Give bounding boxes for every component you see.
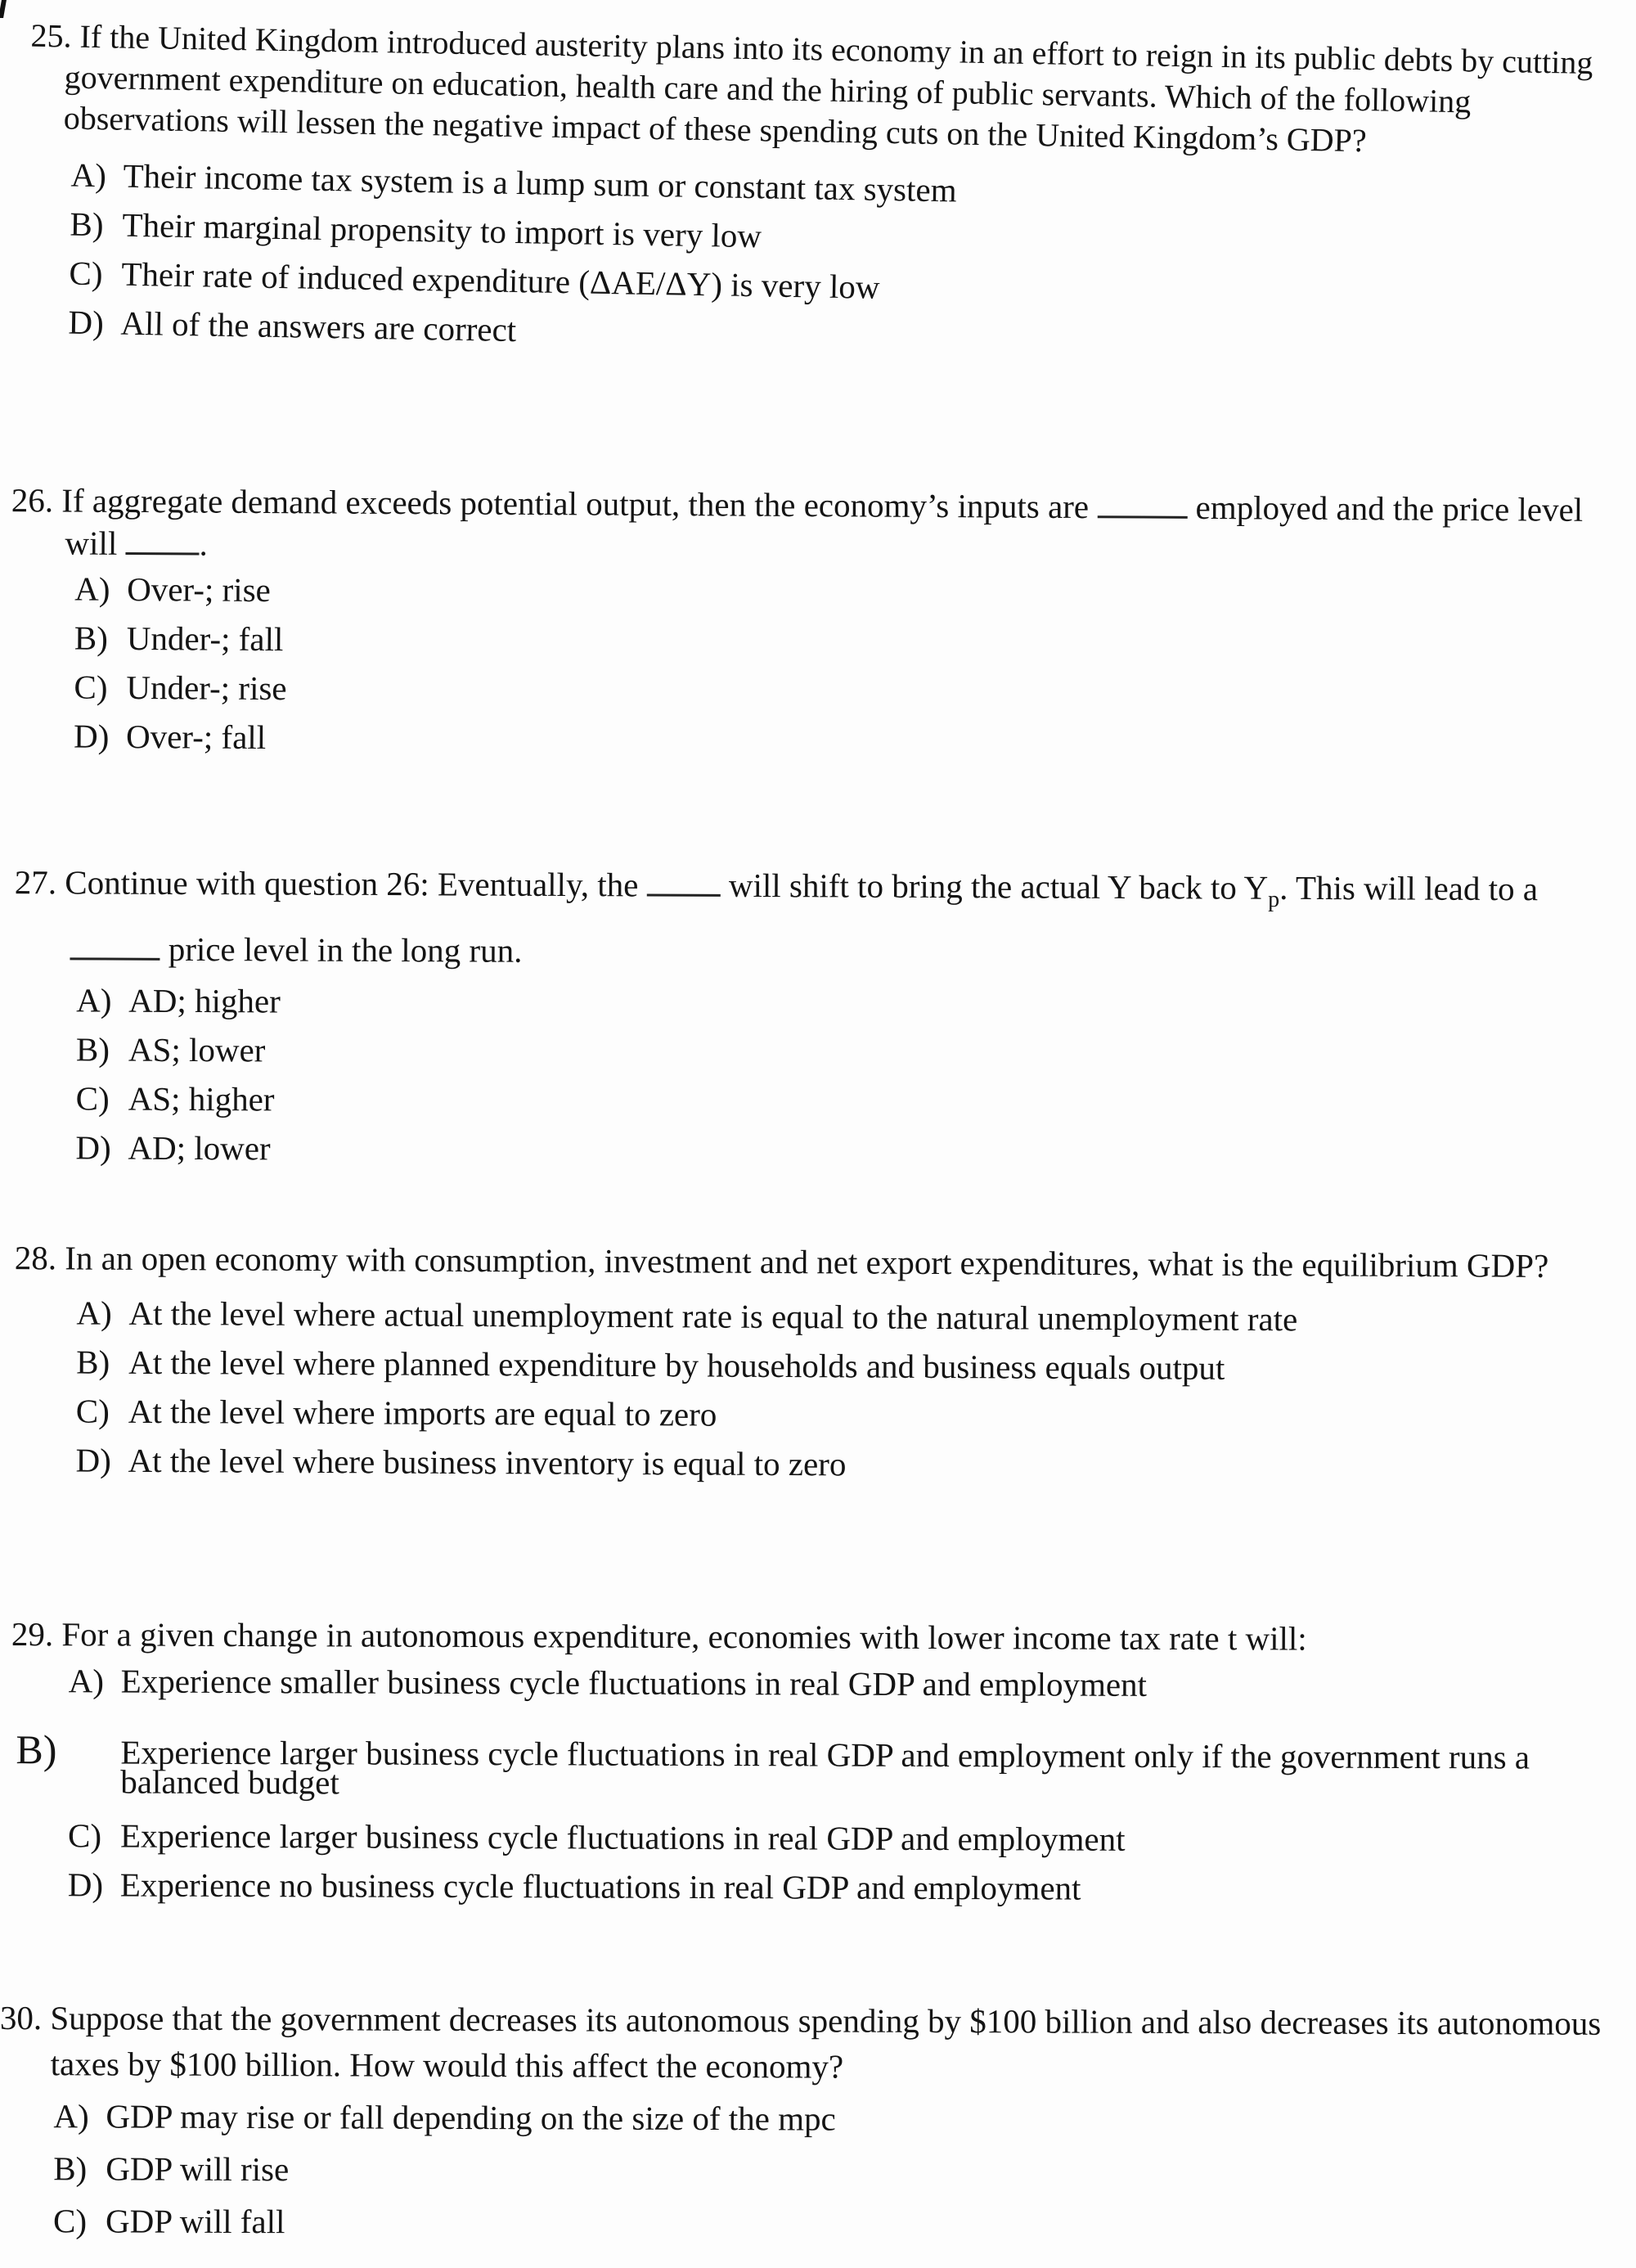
options-list — [0, 149, 1634, 374]
option-text: At the level where imports are equal to zero — [128, 1392, 717, 1433]
question-number: 26. — [11, 481, 54, 520]
options-list — [0, 1288, 1636, 1492]
option-text: Experience no business cycle fluctuations in real GDP and employment — [119, 1865, 1081, 1907]
option-c[interactable] — [68, 1811, 1635, 1865]
option-text: All of the answers are correct — [120, 304, 517, 349]
option-text: Under-; rise — [126, 668, 287, 708]
option-letter: B) — [70, 205, 104, 244]
question-text: If aggregate demand exceeds potential output, then the economy’s inputs are — [61, 481, 1090, 526]
option-letter: C) — [52, 2202, 88, 2240]
option-text: Under-; fall — [126, 619, 284, 659]
option-b[interactable] — [76, 1337, 1635, 1394]
option-text: At the level where actual unemployment rate is equal to the natural unemployment rate — [128, 1294, 1298, 1339]
option-letter: D) — [75, 1441, 111, 1479]
question-28 — [0, 1235, 1636, 1492]
option-text: Their income tax system is a lump sum or constant tax system — [123, 156, 957, 209]
option-letter: B) — [16, 1726, 57, 1773]
option-letter: C) — [75, 1079, 110, 1118]
option-text: GDP may rise or fall depending on the size of the mpc — [106, 2097, 836, 2138]
option-text: Experience smaller business cycle fluctuations in real GDP and employment — [120, 1662, 1148, 1703]
question-text: For a given change in autonomous expenditure, economies with lower income tax rate t will: — [61, 1615, 1307, 1658]
options-list — [0, 1656, 1636, 1915]
option-c[interactable] — [76, 1386, 1635, 1443]
answer-blank — [125, 551, 199, 556]
answer-blank — [70, 957, 160, 961]
option-text: Their rate of induced expenditure (ΔAE/ΔY) is very low — [121, 254, 880, 306]
option-text: Their marginal propensity to import is very low — [122, 205, 762, 255]
options-list — [0, 975, 1635, 1179]
question-number: 25. — [30, 16, 72, 55]
question-stem — [0, 855, 1608, 983]
question-text: . — [199, 524, 208, 563]
question-stem — [0, 479, 1587, 574]
answer-blank — [1097, 515, 1187, 519]
answer-blank — [647, 893, 721, 896]
question-number: 29. — [11, 1615, 54, 1654]
question-text: . This will lead to a — [1279, 868, 1539, 908]
option-text: AD; lower — [128, 1128, 271, 1168]
option-text: Experience larger business cycle fluctuations in real GDP and employment — [119, 1816, 1126, 1858]
option-letter: D) — [73, 717, 110, 755]
subscript: p — [1268, 886, 1280, 913]
option-letter: A) — [53, 2097, 89, 2135]
option-letter: A) — [76, 1294, 112, 1332]
option-b[interactable] — [53, 2142, 1635, 2200]
question-30 — [0, 1995, 1636, 2252]
question-stem — [0, 1612, 1566, 1662]
option-d[interactable] — [75, 1123, 1634, 1179]
option-letter: B) — [53, 2149, 88, 2188]
option-a[interactable] — [76, 976, 1635, 1032]
option-d[interactable] — [68, 1860, 1635, 1915]
question-26 — [0, 479, 1636, 770]
question-stem — [0, 15, 1620, 166]
options-list — [0, 2090, 1636, 2252]
option-letter: A) — [68, 1662, 105, 1700]
question-text: will shift to bring the actual Y back to Y — [728, 866, 1269, 907]
options-list — [0, 564, 1635, 770]
option-text: Over-; fall — [125, 717, 267, 756]
option-text: Experience larger business cycle fluctuations in real GDP and employment only if the government runs a balanced budget — [120, 1733, 1530, 1802]
option-letter: C) — [75, 1392, 110, 1430]
option-b[interactable] — [16, 1726, 1617, 1802]
option-letter: C) — [74, 668, 108, 706]
option-letter: A) — [76, 981, 112, 1019]
option-letter: B) — [75, 1030, 110, 1069]
question-29 — [0, 1612, 1636, 1915]
option-letter: A) — [70, 155, 107, 195]
option-letter: D) — [68, 303, 105, 342]
question-text: Suppose that the government decreases its autonomous spending by $100 billion and also decreases its autonomous taxes by $100 billion. How would this affect the economy? — [50, 1999, 1602, 2086]
option-letter: D) — [67, 1865, 104, 1904]
option-a[interactable] — [76, 1288, 1635, 1345]
option-text: AD; higher — [128, 981, 281, 1020]
option-text: At the level where business inventory is equal to zero — [128, 1441, 847, 1483]
question-number: 28. — [14, 1239, 57, 1277]
option-letter: C) — [67, 1816, 102, 1855]
option-a[interactable] — [53, 2090, 1635, 2148]
option-text: AS; higher — [128, 1079, 275, 1118]
option-a[interactable] — [69, 1656, 1636, 1711]
question-text: If the United Kingdom introduced austerity plans into its economy in an effort to reign in its public debts by cutting government expenditure on education, health care and the hiring of public servants. Which of the following observations will lessen the negative impact of these spending cuts on the United Kingdom’s GDP? — [63, 17, 1593, 160]
question-text: price level in the long run. — [168, 930, 523, 970]
option-text: At the level where planned expenditure by households and business equals output — [128, 1343, 1225, 1387]
option-text: Over-; rise — [127, 569, 271, 610]
option-letter: C) — [69, 254, 103, 293]
option-letter: D) — [75, 1128, 111, 1167]
option-text: GDP will rise — [106, 2149, 290, 2189]
question-text: employed and the price level will — [65, 488, 1584, 562]
question-text: Continue with question 26: Eventually, the — [65, 863, 639, 904]
question-stem — [0, 1235, 1608, 1288]
option-d[interactable] — [75, 1435, 1634, 1492]
question-number: 30. — [0, 1999, 43, 2037]
question-27 — [0, 855, 1636, 1179]
question-25 — [0, 15, 1636, 374]
option-b[interactable] — [76, 1025, 1635, 1081]
question-number: 27. — [14, 863, 57, 902]
option-letter: A) — [74, 569, 110, 608]
option-c[interactable] — [76, 1074, 1635, 1130]
option-c[interactable] — [53, 2194, 1635, 2252]
option-d[interactable] — [74, 712, 1634, 771]
option-letter: B) — [74, 619, 108, 657]
option-letter: B) — [76, 1343, 110, 1381]
question-stem — [0, 1995, 1605, 2092]
question-text: In an open economy with consumption, investment and net export expenditures, what is the equilibrium GDP? — [65, 1239, 1549, 1285]
option-text: AS; lower — [128, 1030, 266, 1069]
option-text: GDP will fall — [105, 2202, 285, 2241]
